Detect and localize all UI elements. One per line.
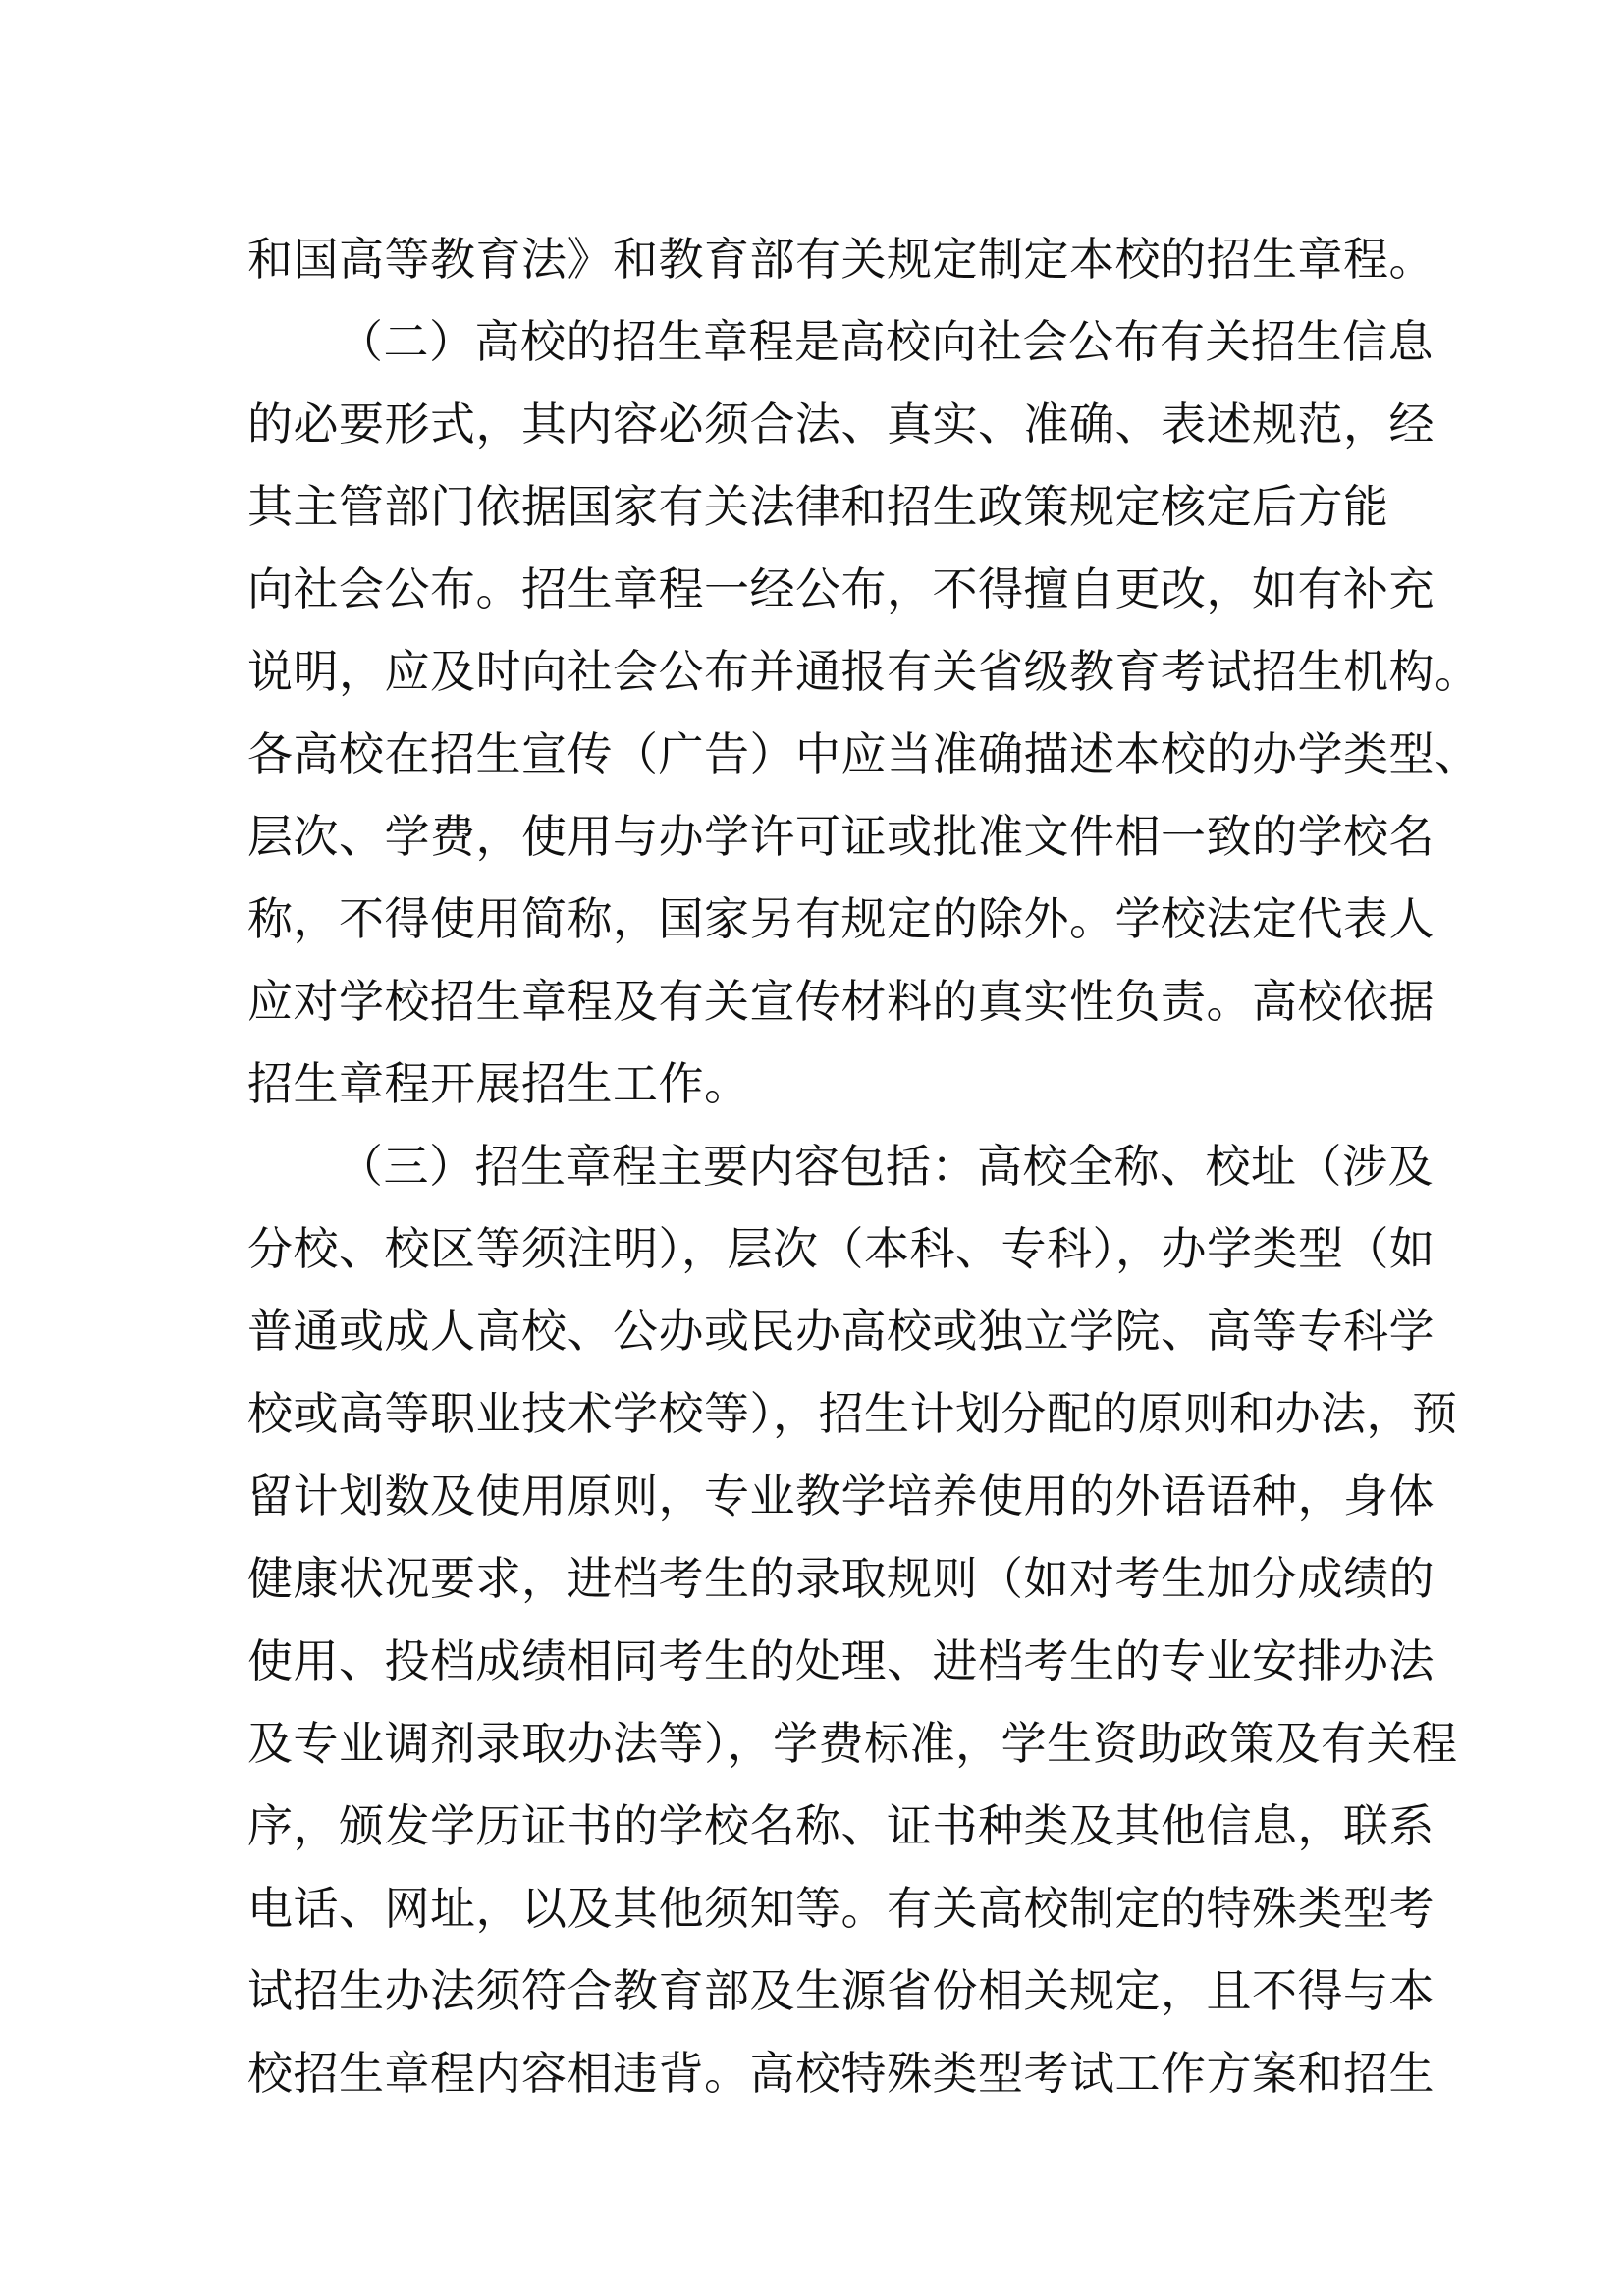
text-line-15: 校或高等职业技术学校等），招生计划分配的原则和办法，预 [247,1387,1458,1440]
text-line-1: 和国高等教育法》和教育部有关规定制定本校的招生章程。 [247,233,1435,286]
text-line-9: 称，不得使用简称，国家另有规定的除外。学校法定代表人 [247,892,1435,945]
text-line-7: 各高校在招生宣传（广告）中应当准确描述本校的办学类型、 [247,727,1481,780]
text-line-5: 向社会公布。招生章程一经公布，不得擅自更改，如有补充 [247,562,1435,615]
text-line-6: 说明，应及时向社会公布并通报有关省级教育考试招生机构。 [247,645,1481,698]
text-line-17: 健康状况要求，进档考生的录取规则（如对考生加分成绩的 [247,1552,1435,1605]
text-line-13: 分校、校区等须注明），层次（本科、专科），办学类型（如 [247,1222,1435,1275]
text-line-11: 招生章程开展招生工作。 [247,1057,750,1110]
text-line-20: 序，颁发学历证书的学校名称、证书种类及其他信息，联系 [247,1799,1435,1852]
text-line-22: 试招生办法须符合教育部及生源省份相关规定，且不得与本 [247,1964,1435,2017]
text-line-19: 及专业调剂录取办法等），学费标准，学生资助政策及有关程 [247,1717,1458,1770]
text-line-23: 校招生章程内容相违背。高校特殊类型考试工作方案和招生 [247,2047,1435,2100]
text-line-3: 的必要形式，其内容必须合法、真实、准确、表述规范，经 [247,398,1435,451]
text-line-21: 电话、网址，以及其他须知等。有关高校制定的特殊类型考 [247,1882,1435,1935]
text-line-8: 层次、学费，使用与办学许可证或批准文件相一致的学校名 [247,810,1435,863]
document-body-text [247,218,1481,2114]
text-line-2: （二）高校的招生章程是高校向社会公布有关招生信息 [338,315,1434,368]
text-line-12: （三）招生章程主要内容包括：高校全称、校址（涉及 [338,1140,1434,1193]
text-line-14: 普通或成人高校、公办或民办高校或独立学院、高等专科学 [247,1305,1435,1358]
text-line-4: 其主管部门依据国家有关法律和招生政策规定核定后方能 [247,480,1389,533]
text-line-18: 使用、投档成绩相同考生的处理、进档考生的专业安排办法 [247,1634,1435,1687]
text-line-16: 留计划数及使用原则，专业教学培养使用的外语语种，身体 [247,1469,1435,1522]
text-line-10: 应对学校招生章程及有关宣传材料的真实性负责。高校依据 [247,975,1435,1028]
